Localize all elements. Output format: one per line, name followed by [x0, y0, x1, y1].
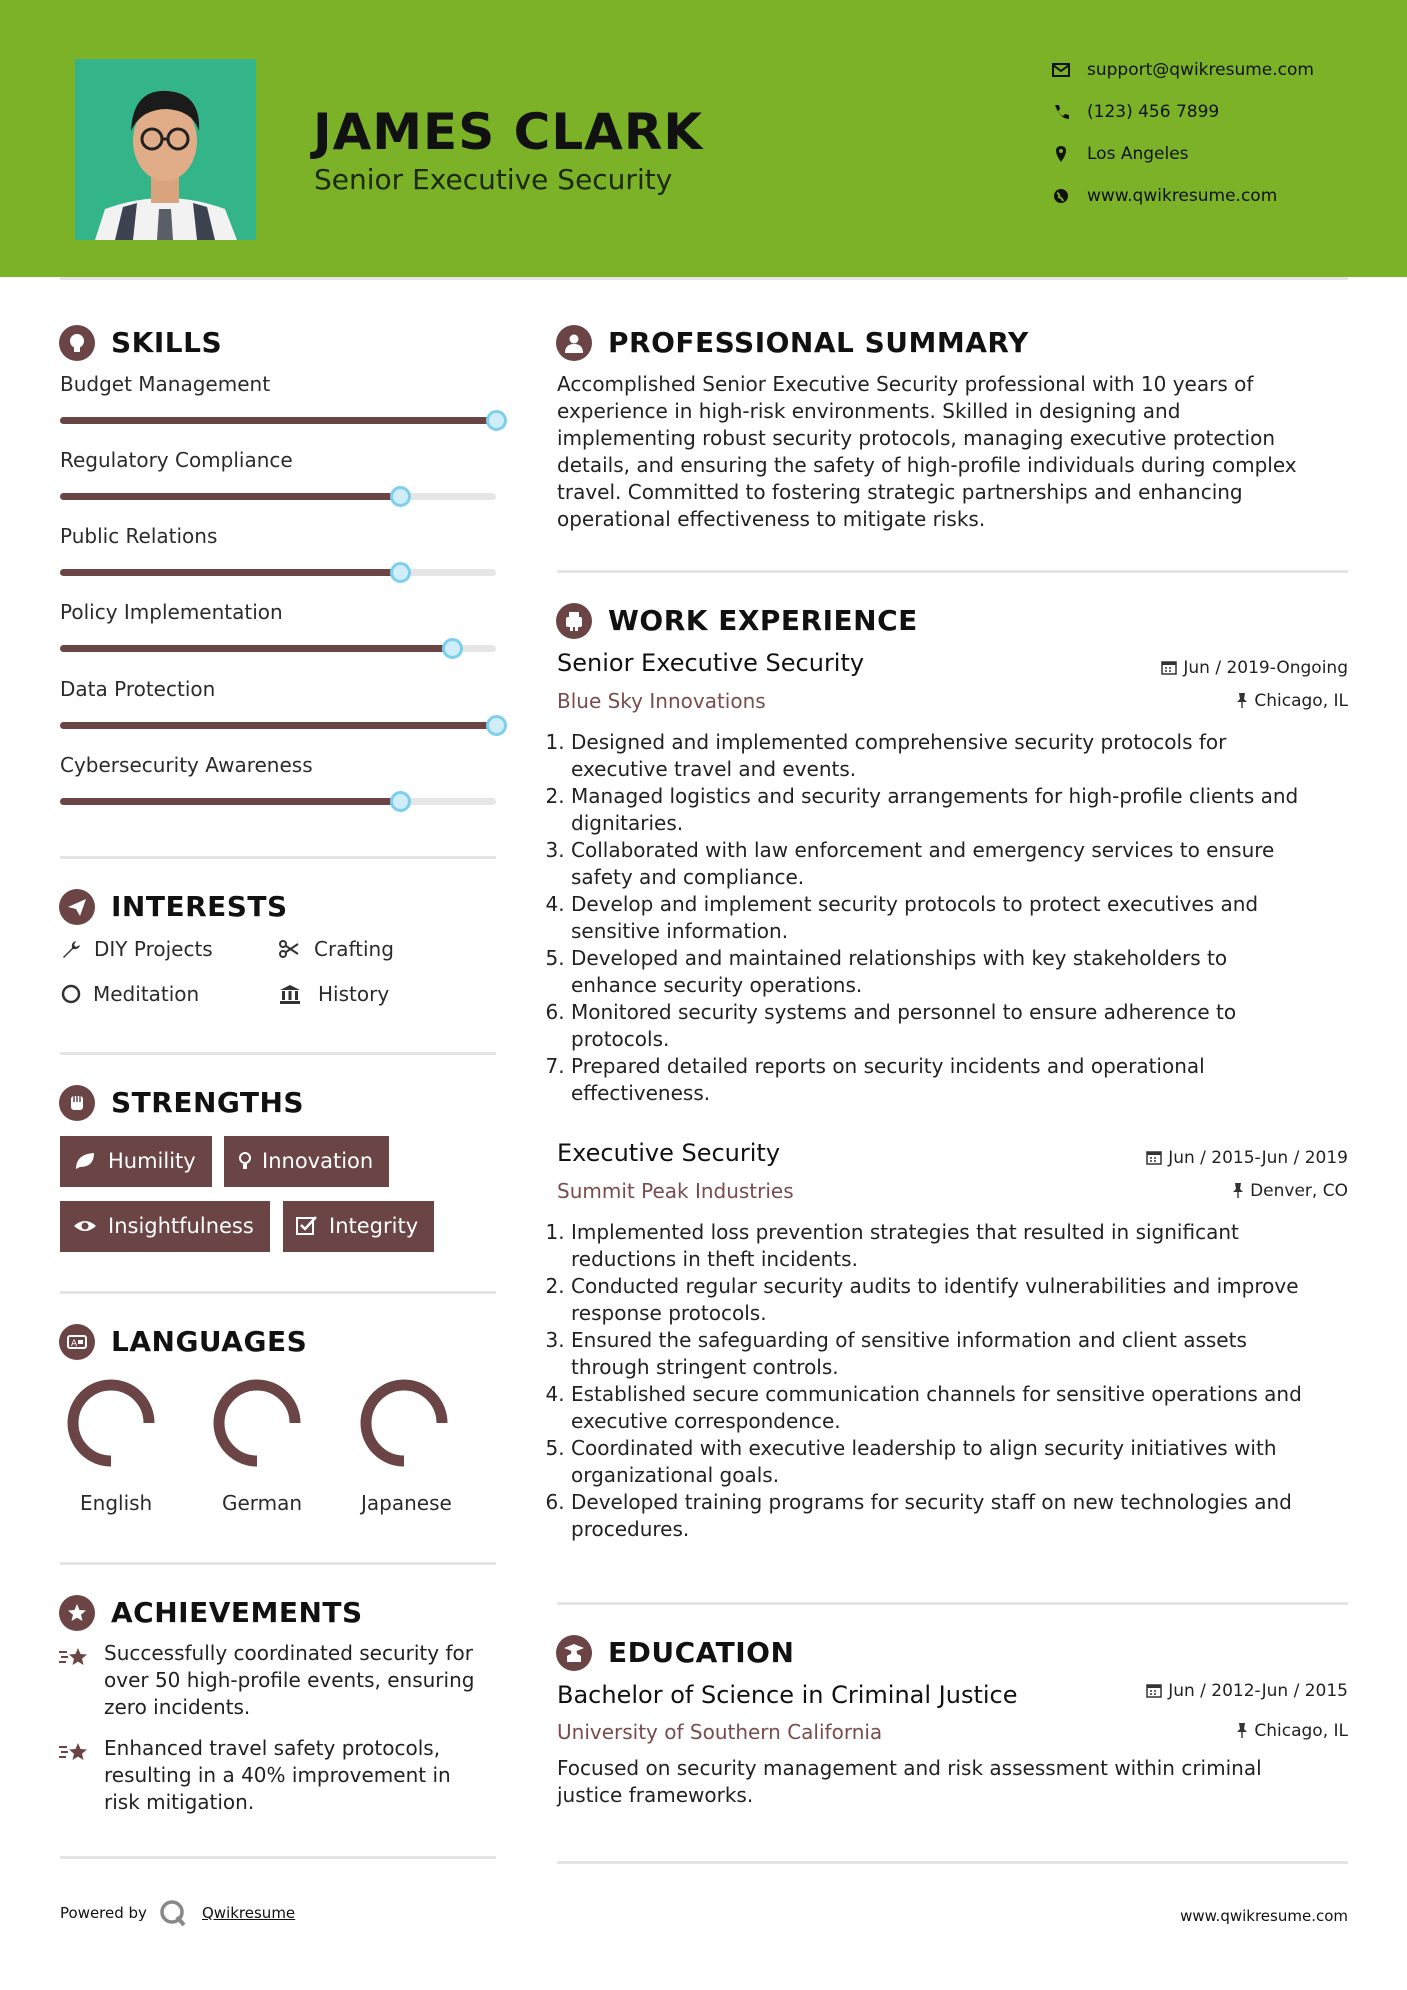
skill-bar [60, 722, 496, 729]
responsibility-item: 2. Managed logistics and security arrangements for high-profile clients and dignitaries. [571, 783, 1348, 837]
summary-text [557, 371, 1297, 533]
strength-label: Innovation [262, 1149, 374, 1173]
responsibility-item: 6. Monitored security systems and personnel to ensure adherence to protocols. [571, 999, 1348, 1053]
section-divider [60, 1856, 496, 1859]
education-location-text: Chicago, IL [1254, 1721, 1348, 1741]
language-ring-arc [219, 1385, 295, 1461]
skill-bar [60, 569, 496, 576]
education-location [1236, 1721, 1348, 1741]
star-icon [59, 1741, 91, 1765]
lightbulb-icon [233, 1150, 257, 1172]
summary-heading: PROFESSIONAL SUMMARY [608, 326, 1029, 359]
job-title: Senior Executive Security [557, 649, 865, 677]
pushpin-icon [1232, 1182, 1244, 1198]
fist-icon [59, 1085, 95, 1121]
globe-icon [1051, 185, 1071, 207]
map-marker-icon [1051, 143, 1071, 165]
pushpin-icon [1236, 692, 1248, 708]
calendar-icon [1146, 1682, 1162, 1698]
summary-line: operational effectiveness to mitigate risks. [557, 507, 986, 531]
responsibility-item: 5. Developed and maintained relationships with key stakeholders to enhance security operations. [571, 945, 1348, 999]
calendar-icon [1146, 1149, 1162, 1165]
responsibility-item: 3. Ensured the safeguarding of sensitive information and client assets through stringent controls. [571, 1327, 1348, 1381]
contact-email-text: support@qwikresume.com [1087, 60, 1314, 80]
language-label: English [80, 1491, 153, 1515]
contact-email[interactable] [1048, 59, 1388, 91]
eye-icon [73, 1215, 97, 1237]
skill-label: Policy Implementation [60, 600, 283, 624]
header-divider [60, 277, 1348, 280]
contact-website[interactable] [1048, 185, 1388, 217]
responsibility-list [553, 729, 1348, 1107]
skill-label: Regulatory Compliance [60, 448, 293, 472]
interest-label: Meditation [93, 982, 200, 1006]
star-badge-icon [59, 1595, 95, 1631]
responsibility-item: 2. Conducted regular security audits to identify vulnerabilities and improve response protocols. [571, 1273, 1348, 1327]
work-heading: WORK EXPERIENCE [608, 604, 918, 637]
language-icon [59, 1324, 95, 1360]
responsibility-item: 4. Develop and implement security protocols to protect executives and sensitive information. [571, 891, 1348, 945]
achievement-line: resulting in a 40% improvement in [104, 1763, 451, 1787]
job-date [1146, 1148, 1348, 1168]
check-square-icon [295, 1215, 319, 1237]
section-divider [557, 1602, 1348, 1605]
achievement-line: zero incidents. [104, 1695, 251, 1719]
footer-website-link[interactable]: www.qwikresume.com [1180, 1907, 1348, 1925]
interest-label: Crafting [314, 937, 394, 961]
education-heading: EDUCATION [608, 1636, 795, 1669]
interest-label: History [318, 982, 390, 1006]
leaf-icon [73, 1150, 97, 1172]
skill-bar [60, 493, 496, 500]
job-date [1161, 658, 1348, 678]
envelope-icon [1051, 59, 1071, 81]
achievements-heading: ACHIEVEMENTS [111, 1596, 363, 1629]
qwikresume-link[interactable]: Qwikresume [202, 1904, 296, 1922]
job-location [1236, 691, 1348, 711]
summary-line: implementing robust security protocols, managing executive protection [557, 426, 1275, 450]
contact-location-text: Los Angeles [1087, 144, 1189, 164]
job-date-text: Jun / 2015-Jun / 2019 [1168, 1148, 1348, 1168]
responsibility-item: 4. Established secure communication channels for sensitive operations and executive correspondence. [571, 1381, 1348, 1435]
lightbulb-icon [59, 325, 95, 361]
achievement-item [104, 1735, 451, 1816]
skills-heading: SKILLS [111, 326, 223, 359]
job-location-text: Chicago, IL [1254, 691, 1348, 711]
company-name: Summit Peak Industries [557, 1179, 794, 1203]
achievement-line: over 50 high-profile events, ensuring [104, 1668, 475, 1692]
skill-bar-knob [390, 562, 411, 583]
job-location [1232, 1181, 1348, 1201]
skill-label: Budget Management [60, 372, 271, 396]
achievement-line: Successfully coordinated security for [104, 1641, 473, 1665]
responsibility-item: 3. Collaborated with law enforcement and emergency services to ensure safety and compliance. [571, 837, 1348, 891]
job-title: Executive Security [557, 1139, 781, 1167]
job-date-text: Jun / 2019-Ongoing [1183, 658, 1348, 678]
skill-bar [60, 417, 496, 424]
school-name: University of Southern California [557, 1720, 883, 1744]
company-name: Blue Sky Innovations [557, 689, 766, 713]
section-divider [60, 1562, 496, 1565]
strength-badge [60, 1201, 270, 1252]
responsibility-item: 1. Implemented loss prevention strategies that resulted in significant reductions in theft incidents. [571, 1219, 1348, 1273]
briefcase-icon [556, 603, 592, 639]
language-ring [212, 1378, 302, 1468]
skill-bar [60, 798, 496, 805]
strength-badge [60, 1136, 212, 1187]
section-divider [60, 1052, 496, 1055]
wrench-icon [60, 938, 82, 960]
phone-icon [1051, 101, 1071, 123]
skill-bar-knob [390, 791, 411, 812]
skill-bar-knob [442, 638, 463, 659]
circle-icon [60, 983, 82, 1005]
education-date [1146, 1681, 1348, 1701]
responsibility-item: 5. Coordinated with executive leadership to align security initiatives with organizational goals. [571, 1435, 1348, 1489]
strength-label: Integrity [329, 1214, 419, 1238]
strengths-heading: STRENGTHS [111, 1086, 305, 1119]
education-date-text: Jun / 2012-Jun / 2015 [1168, 1681, 1348, 1701]
skill-bar [60, 645, 496, 652]
education-line: Focused on security management and risk assessment within criminal [557, 1756, 1262, 1780]
pushpin-icon [1236, 1722, 1248, 1738]
strength-badge [224, 1136, 389, 1187]
language-label: German [222, 1491, 303, 1515]
achievement-line: risk mitigation. [104, 1790, 255, 1814]
svg-text:A: A [71, 1339, 78, 1349]
language-ring-arc [366, 1385, 442, 1461]
strength-label: Humility [108, 1149, 196, 1173]
user-icon [556, 325, 592, 361]
powered-by-text: Powered by [60, 1904, 147, 1922]
section-divider [60, 1291, 496, 1294]
summary-line: experience in high-risk environments. Skilled in designing and [557, 399, 1181, 423]
achievement-item [104, 1640, 474, 1721]
language-ring [66, 1378, 156, 1468]
contact-phone[interactable] [1048, 101, 1388, 133]
summary-line: details, and ensuring the safety of high-profile individuals during complex [557, 453, 1297, 477]
graduate-icon [556, 1635, 592, 1671]
section-divider [557, 1861, 1348, 1864]
skill-bar-knob [486, 715, 507, 736]
strength-label: Insightfulness [108, 1214, 254, 1238]
education-description [557, 1755, 1262, 1809]
qwikresume-logo-icon [158, 1898, 188, 1928]
interest-label: DIY Projects [94, 937, 213, 961]
language-label: Japanese [361, 1491, 452, 1515]
paper-plane-icon [59, 889, 95, 925]
section-divider [60, 856, 496, 859]
education-line: justice frameworks. [557, 1783, 754, 1807]
skill-bar-knob [486, 410, 507, 431]
responsibility-list [553, 1219, 1348, 1543]
skill-label: Data Protection [60, 677, 216, 701]
degree-title: Bachelor of Science in Criminal Justice [557, 1681, 1018, 1709]
contact-website-text: www.qwikresume.com [1087, 186, 1278, 206]
job-location-text: Denver, CO [1250, 1181, 1348, 1201]
interests-heading: INTERESTS [111, 890, 288, 923]
summary-line: Accomplished Senior Executive Security professional with 10 years of [557, 372, 1254, 396]
candidate-title: Senior Executive Security [314, 163, 673, 196]
scissors-icon [278, 938, 300, 960]
achievement-line: Enhanced travel safety protocols, [104, 1736, 441, 1760]
responsibility-item: 1. Designed and implemented comprehensive security protocols for executive travel and events. [571, 729, 1348, 783]
language-ring [359, 1378, 449, 1468]
responsibility-item: 6. Developed training programs for security staff on new technologies and procedures. [571, 1489, 1348, 1543]
language-ring-arc [73, 1385, 149, 1461]
candidate-name: JAMES CLARK [313, 103, 704, 161]
institution-icon [279, 983, 301, 1005]
skill-label: Public Relations [60, 524, 218, 548]
skill-label: Cybersecurity Awareness [60, 753, 313, 777]
strength-badge [283, 1201, 434, 1252]
section-divider [557, 570, 1348, 573]
responsibility-item: 7. Prepared detailed reports on security incidents and operational effectiveness. [571, 1053, 1348, 1107]
contact-phone-text: (123) 456 7899 [1087, 102, 1220, 122]
star-icon [59, 1646, 91, 1670]
summary-line: travel. Committed to fostering strategic partnerships and enhancing [557, 480, 1243, 504]
profile-photo [75, 59, 256, 240]
languages-heading: LANGUAGES [111, 1325, 308, 1358]
contact-location [1048, 143, 1388, 175]
resume-header [0, 0, 1407, 277]
calendar-icon [1161, 659, 1177, 675]
skill-bar-knob [390, 486, 411, 507]
